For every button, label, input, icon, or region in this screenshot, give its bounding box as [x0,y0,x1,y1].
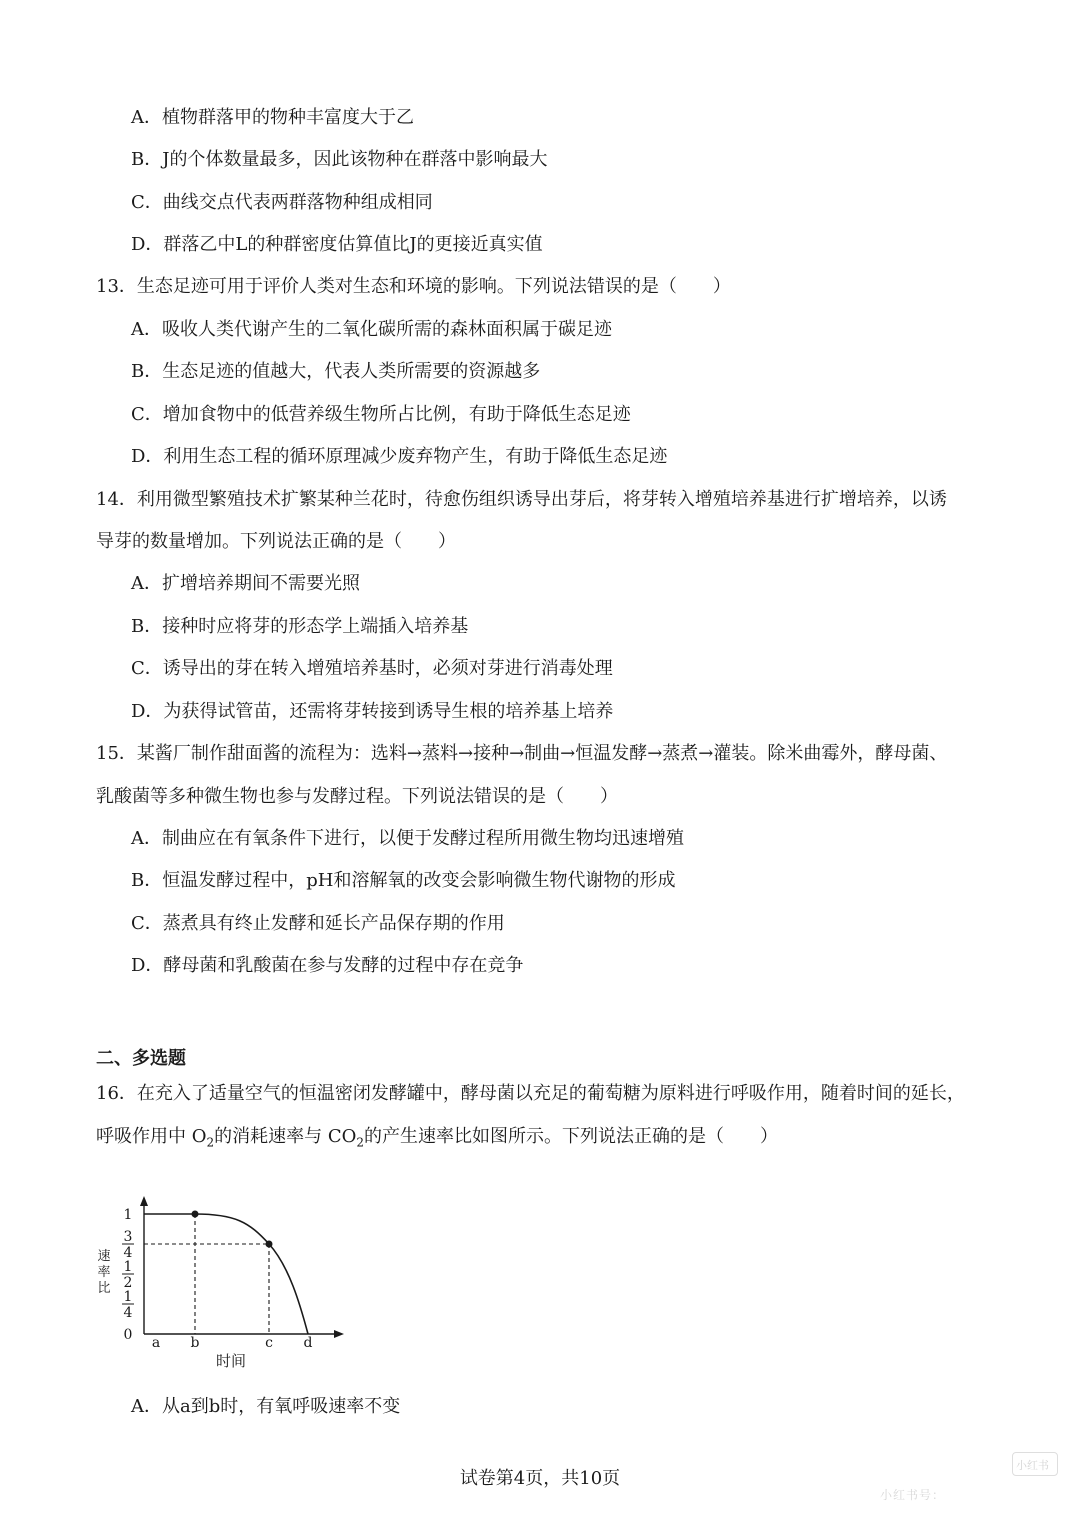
q14-stem-line1: 14．利用微型繁殖技术扩繁某种兰花时，待愈伤组织诱导出芽后，将芽转入增殖培养基进行扩增培养，以诱 [96,489,947,510]
q16-co2-subscript: 2 [356,1135,365,1150]
q15-option-b: B．恒温发酵过程中，pH和溶解氧的改变会影响微生物代谢物的形成 [131,870,676,891]
y-tick-label-denominator: 4 [123,1245,133,1261]
y-tick-label: 1 [123,1207,133,1223]
x-tick-label: a [151,1335,161,1351]
watermark-text: 小红书号： [880,1488,946,1502]
q14-option-d: D．为获得试管苗，还需将芽转接到诱导生根的培养基上培养 [131,701,614,722]
q16-option-a: A．从a到b时，有氧呼吸速率不变 [131,1396,401,1417]
y-axis-label-char: 速 [97,1249,111,1264]
y-tick-label: 0 [123,1327,133,1343]
q16-o2-subscript: 2 [206,1135,215,1150]
q14-option-a: A．扩增培养期间不需要光照 [131,573,360,594]
q16-stem-part-b: 的消耗速率与 CO [214,1126,357,1147]
q13-option-a: A．吸收人类代谢产生的二氧化碳所需的森林面积属于碳足迹 [131,319,612,340]
section-title-multi-choice: 二、多选题 [96,1048,186,1069]
x-tick-label: c [265,1335,273,1351]
q16-stem-line2 [96,1125,778,1155]
rate-ratio-chart [92,1196,352,1374]
y-tick-label-denominator: 2 [123,1275,133,1291]
y-tick-label-numerator: 1 [123,1289,133,1305]
watermark-logo [1012,1452,1058,1476]
q16-stem-part-c: 的产生速率比如图所示。下列说法正确的是（ ） [364,1126,779,1147]
x-tick-label: b [190,1335,200,1351]
q15-option-d: D．酵母菌和乳酸菌在参与发酵的过程中存在竞争 [131,955,524,976]
y-axis-arrow [140,1196,148,1206]
q15-stem-line1: 15．某酱厂制作甜面酱的流程为：选料→蒸料→接种→制曲→恒温发酵→蒸煮→灌装。除米曲霉外，酵母菌、 [96,743,948,764]
y-axis-label-char: 率 [97,1265,111,1280]
x-tick-label: d [303,1335,313,1351]
q14-option-c: C．诱导出的芽在转入增殖培养基时，必须对芽进行消毒处理 [131,658,613,679]
series-line [144,1214,308,1334]
q13-option-b: B．生态足迹的值越大，代表人类所需要的资源越多 [131,361,541,382]
q14-option-b: B．接种时应将芽的形态学上端插入培养基 [131,616,469,637]
q14-stem-line2: 导芽的数量增加。下列说法正确的是（ ） [96,531,456,552]
data-point [266,1241,273,1248]
q15-stem-line2: 乳酸菌等多种微生物也参与发酵过程。下列说法错误的是（ ） [96,786,618,807]
y-tick-label-denominator: 4 [123,1305,133,1321]
q12-option-c: C．曲线交点代表两群落物种组成相同 [131,192,433,213]
q13-option-c: C．增加食物中的低营养级生物所占比例，有助于降低生态足迹 [131,404,631,425]
q16-stem-part-a: 呼吸作用中 O [96,1126,207,1147]
q13-stem: 13．生态足迹可用于评价人类对生态和环境的影响。下列说法错误的是（ ） [96,276,731,297]
data-point [192,1211,199,1218]
q12-option-b: B．J的个体数量最多，因此该物种在群落中影响最大 [131,149,548,170]
watermark-badge: 小红书 [1016,1459,1049,1472]
page-footer: 试卷第4页，共10页 [459,1468,621,1489]
q15-option-a: A．制曲应在有氧条件下进行，以便于发酵过程所用微生物均迅速增殖 [131,828,684,849]
y-axis-label-char: 比 [97,1281,111,1296]
y-tick-label-numerator: 3 [123,1229,133,1245]
q13-option-d: D．利用生态工程的循环原理减少废弃物产生，有助于降低生态足迹 [131,446,668,467]
y-tick-label-numerator: 1 [123,1259,133,1275]
q12-option-a: A．植物群落甲的物种丰富度大于乙 [131,107,414,128]
q15-option-c: C．蒸煮具有终止发酵和延长产品保存期的作用 [131,913,505,934]
x-axis-label: 时间 [215,1352,247,1370]
q12-option-d: D．群落乙中L的种群密度估算值比J的更接近真实值 [131,234,543,255]
q16-stem-line1: 16．在充入了适量空气的恒温密闭发酵罐中，酵母菌以充足的葡萄糖为原料进行呼吸作用，随着时间的延长， [96,1083,965,1104]
x-axis-arrow [334,1330,344,1338]
